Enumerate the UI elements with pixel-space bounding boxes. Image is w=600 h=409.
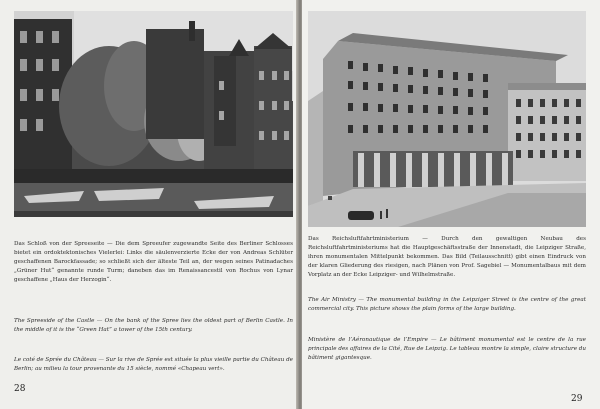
air-ministry-photo-drawing — [308, 11, 586, 227]
castle-caption-english — [14, 317, 293, 335]
castle-caption-french-title: Le coté de Sprée du Château — [14, 357, 97, 363]
castle-caption-german — [14, 240, 293, 285]
castle-spreeside-photo — [14, 11, 293, 217]
ministry-caption-french — [308, 336, 586, 363]
ministry-caption-german — [308, 235, 586, 280]
page-number-left: 28 — [14, 384, 26, 394]
castle-caption-german-title: Das Schloß von der Spreeseite — [14, 241, 105, 247]
page-number-right: 29 — [571, 394, 583, 404]
castle-photo-drawing — [14, 11, 293, 217]
ministry-caption-german-title: Das Reichsluftfahrtministerium — [308, 236, 409, 242]
ministry-caption-english-title: The Air Ministry — [308, 297, 356, 303]
castle-caption-english-text: — On the bank of the Spree lies the oldest part of Berlin Castle. In the middle of it is the “Green Hat” a tower of the 15th century. — [14, 318, 293, 333]
ministry-caption-french-text: — Le bâtiment monumental est le centre de la rue principale des affaires de la Cité, Rue de Leipzig. Le tableau montre la simple, claire structure du bâtiment gigantesque. — [308, 337, 586, 361]
castle-caption-german-text: — Die dem Spreeufer zugewandte Seite des Berliner Schlosses bietet ein ordoktektonisches Vielerlei: Links die säulenverzierte Ecke der von Andreas Schlüter geschaffenen Barockfassade; so schließt sich der älteste Teil an, der wegen seines Patinadaches „Grüner Hut“ genannte runde Turm; daneben das im Renaissancestil von Rochus von Lynar geschaffene „Haus der Herzogin“. — [14, 241, 293, 283]
ministry-caption-english-text: — The monumental building in the Leipziger Street is the centre of the great commercial city. This picture shows the plain forms of the large building. — [308, 297, 586, 312]
right-page — [302, 0, 600, 409]
left-page — [0, 0, 298, 409]
ministry-caption-german-text: — Durch den gewaltigen Neubau des Reichsluftfahrtministeriums hat die Hauptgeschäftsstraße der Innenstadt, die Leipziger Straße, ihren monumentalen Mittelpunkt bekommen. Das Bild (Teilausschnitt) gibt einen Eindruck von der klaren Gliederung des riesigen, nach Plänen von Prof. Sagebiel — Monumentalbaus mit dem Vorplatz an der Ecke Leipziger- und Wilhelmstraße. — [308, 236, 586, 278]
ministry-caption-french-title: Ministère de l’Aéronautique de l’Empire — [308, 337, 428, 343]
air-ministry-photo — [308, 11, 586, 227]
ministry-caption-english — [308, 296, 586, 314]
castle-caption-french-text: — Sur la rive de Sprée est située la plus vieille partie du Château de Berlin; au milieu la tour provenante du 15 siècle, nommé «Chapeau vert». — [14, 357, 293, 372]
castle-caption-french — [14, 356, 293, 374]
castle-caption-english-title: The Spreeside of the Castle — [14, 318, 95, 324]
